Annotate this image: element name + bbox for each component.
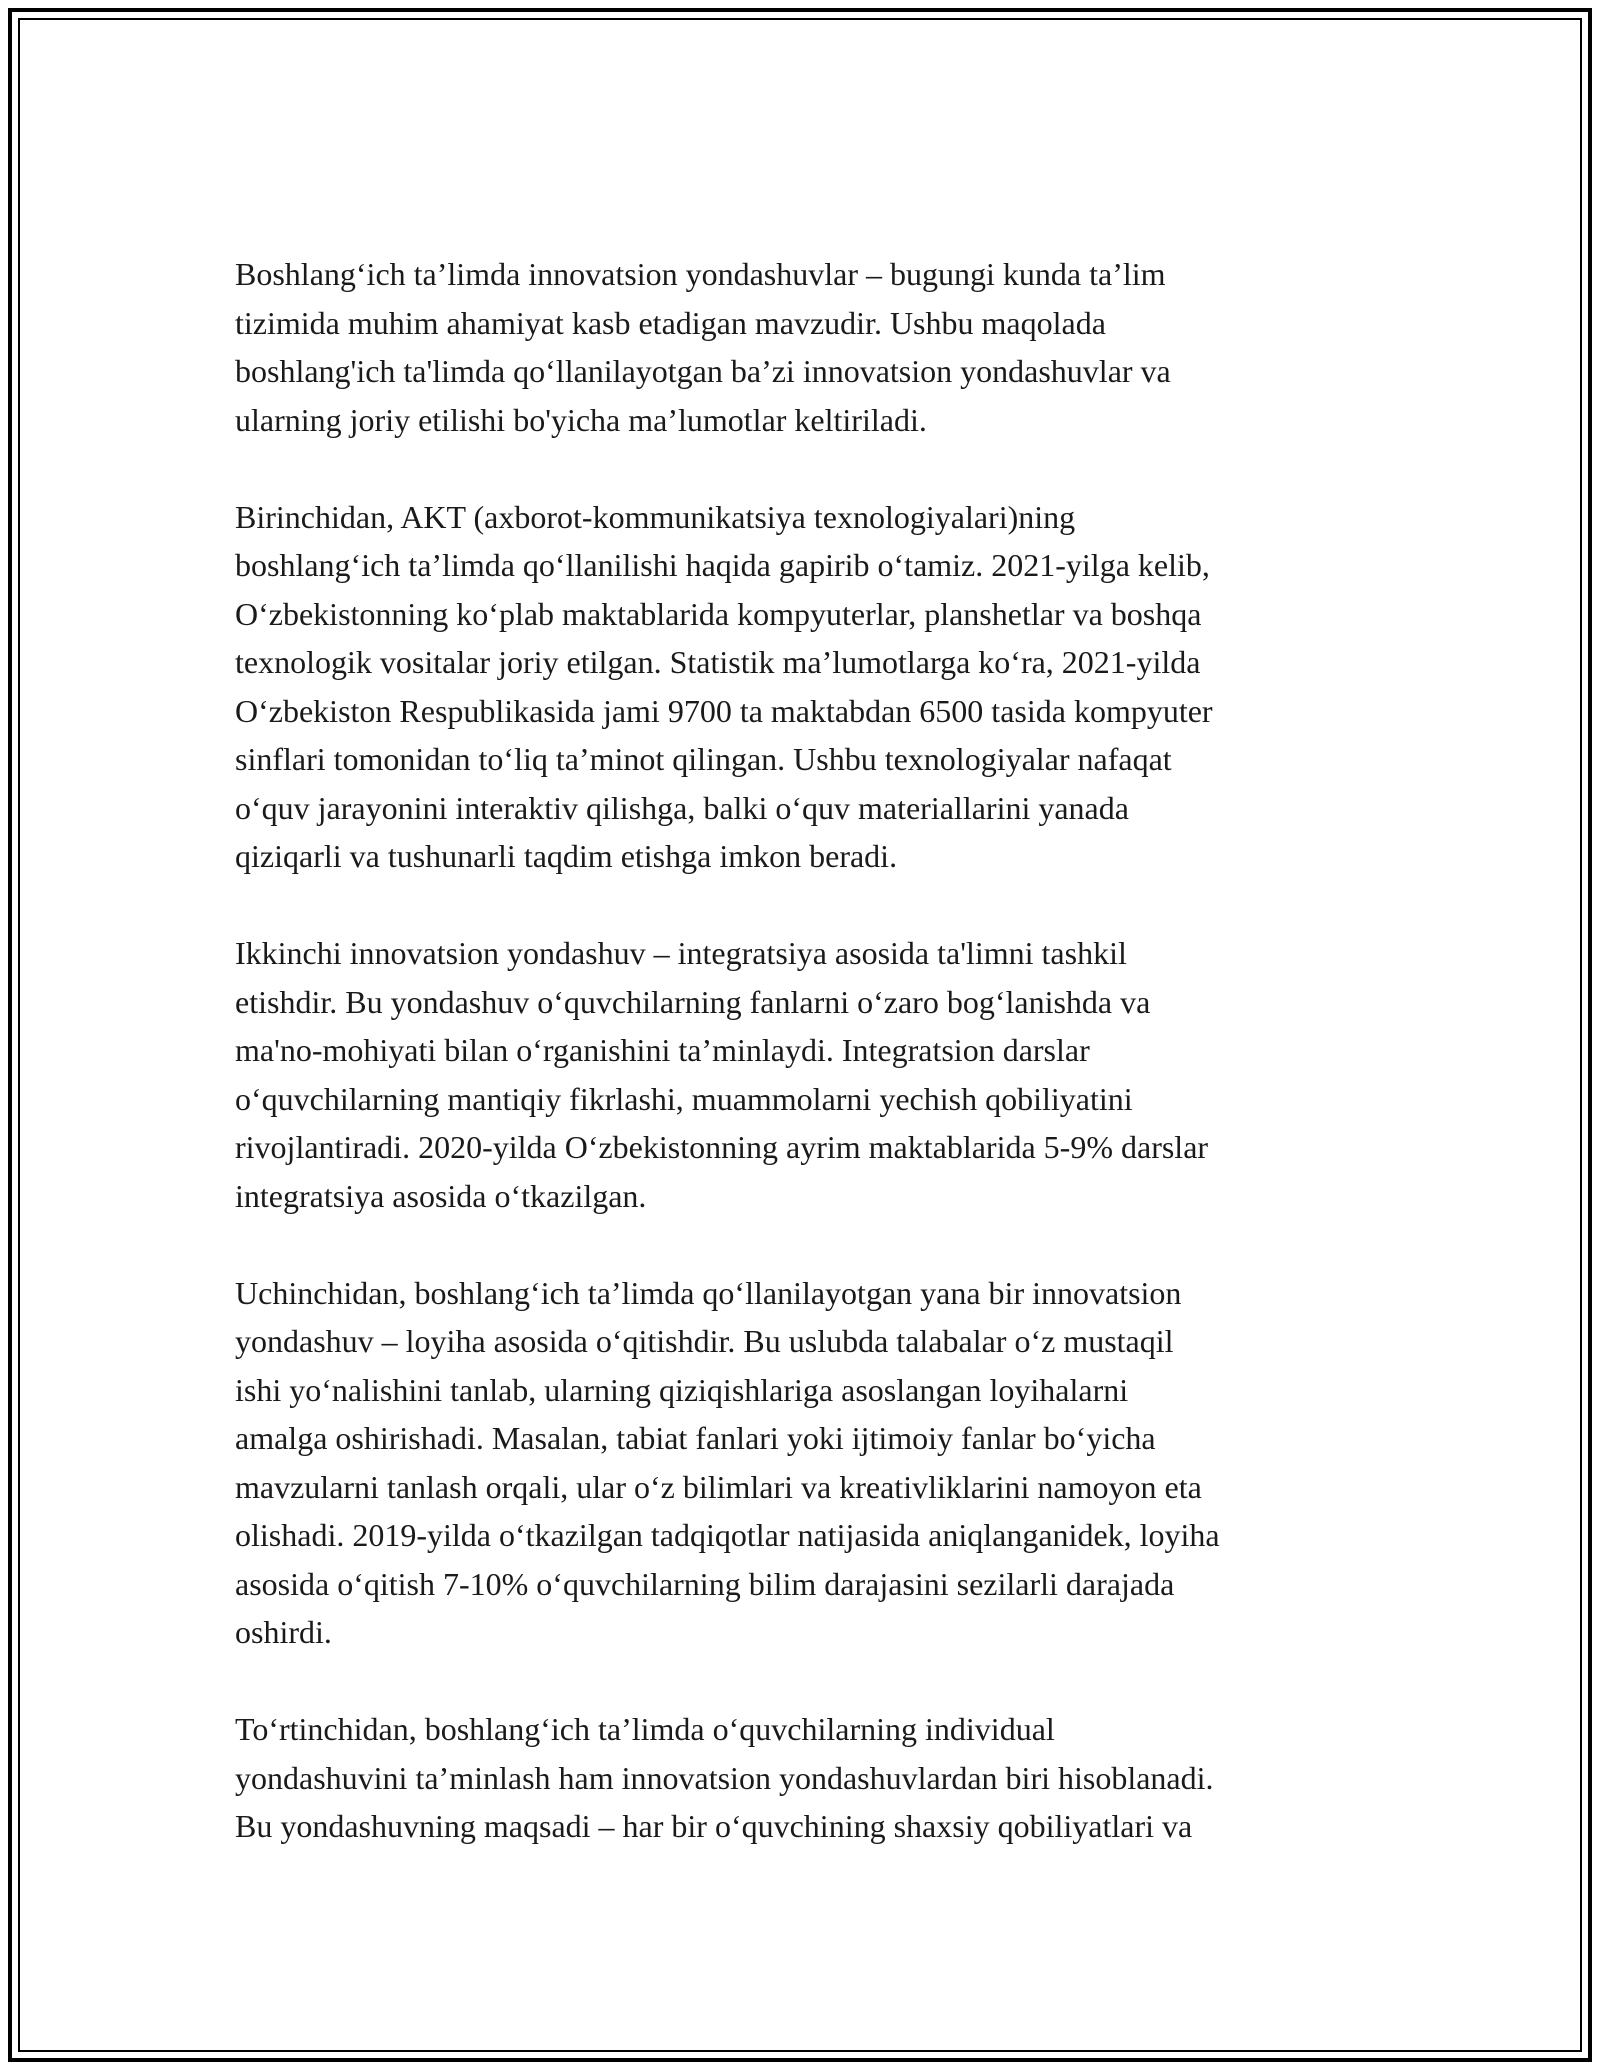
text-line: oshirdi. xyxy=(235,1614,332,1650)
paragraph-intro xyxy=(235,250,1375,444)
text-line: o‘quvchilarning mantiqiy fikrlashi, muammolarni yechish qobiliyatini xyxy=(235,1080,1133,1117)
text-line: O‘zbekistonning ko‘plab maktablarida kompyuterlar, planshetlar va boshqa xyxy=(235,595,1202,632)
text-line: asosida o‘qitish 7-10% o‘quvchilarning bilim darajasini sezilarli darajada xyxy=(235,1565,1175,1602)
text-line: yondashuvini ta’minlash ham innovatsion yondashuvlardan biri hisoblanadi. xyxy=(235,1759,1214,1796)
text-line: etishdir. Bu yondashuv o‘quvchilarning fanlarni o‘zaro bog‘lanishda va xyxy=(235,983,1151,1020)
text-line: Uchinchidan, boshlang‘ich ta’limda qo‘llanilayotgan yana bir innovatsion xyxy=(235,1274,1182,1311)
text-line: boshlang'ich ta'limda qo‘llanilayotgan ba’zi innovatsion yondashuvlar va xyxy=(235,353,1171,389)
text-line: boshlang‘ich ta’limda qo‘llanilishi haqida gapirib o‘tamiz. 2021-yilga kelib, xyxy=(235,547,1210,583)
paragraph-fourth xyxy=(235,1705,1375,1851)
text-line: o‘quv jarayonini interaktiv qilishga, balki o‘quv materiallarini yanada xyxy=(235,789,1129,826)
text-line: ishi yo‘nalishini tanlab, ularning qiziqishlariga asoslangan loyihalarni xyxy=(235,1371,1129,1408)
text-line: amalga oshirishadi. Masalan, tabiat fanlari yoki ijtimoiy fanlar bo‘yicha xyxy=(235,1420,1156,1456)
text-line: Birinchidan, AKT (axborot-kommunikatsiya texnologiyalari)ning xyxy=(235,498,1076,535)
text-line: Boshlang‘ich ta’limda innovatsion yondashuvlar – bugungi kunda ta’lim xyxy=(235,256,1166,292)
text-line: integratsiya asosida o‘tkazilgan. xyxy=(235,1177,647,1214)
text-line: tizimida muhim ahamiyat kasb etadigan mavzudir. Ushbu maqolada xyxy=(235,304,1106,341)
paragraph-third xyxy=(235,1269,1375,1657)
text-line: ularning joriy etilishi bo'yicha ma’lumotlar keltiriladi. xyxy=(235,401,927,438)
text-line: O‘zbekiston Respublikasida jami 9700 ta maktabdan 6500 tasida kompyuter xyxy=(235,692,1213,729)
text-line: rivojlantiradi. 2020-yilda O‘zbekistonning ayrim maktablarida 5-9% darslar xyxy=(235,1129,1209,1165)
text-line: mavzularni tanlash orqali, ular o‘z bilimlari va kreativliklarini namoyon eta xyxy=(235,1468,1202,1505)
text-line: To‘rtinchidan, boshlang‘ich ta’limda o‘quvchilarning individual xyxy=(235,1711,1055,1747)
text-line: ma'no-mohiyati bilan o‘rganishini ta’minlaydi. Integratsion darslar xyxy=(235,1032,1090,1068)
paragraph-second xyxy=(235,929,1375,1220)
text-line: olishadi. 2019-yilda o‘tkazilgan tadqiqotlar natijasida aniqlanganidek, loyiha xyxy=(235,1517,1220,1553)
text-line: texnologik vositalar joriy etilgan. Statistik ma’lumotlarga ko‘ra, 2021-yilda xyxy=(235,644,1201,680)
text-line: Bu yondashuvning maqsadi – har bir o‘quvchining shaxsiy qobiliyatlari va xyxy=(235,1808,1193,1844)
paragraph-first xyxy=(235,493,1375,881)
document-body xyxy=(235,250,1375,1899)
text-line: yondashuv – loyiha asosida o‘qitishdir. Bu uslubda talabalar o‘z mustaqil xyxy=(235,1323,1174,1359)
text-line: sinflari tomonidan to‘liq ta’minot qilingan. Ushbu texnologiyalar nafaqat xyxy=(235,741,1172,777)
text-line: Ikkinchi innovatsion yondashuv – integratsiya asosida ta'limni tashkil xyxy=(235,935,1127,971)
text-line: qiziqarli va tushunarli taqdim etishga imkon beradi. xyxy=(235,838,898,874)
